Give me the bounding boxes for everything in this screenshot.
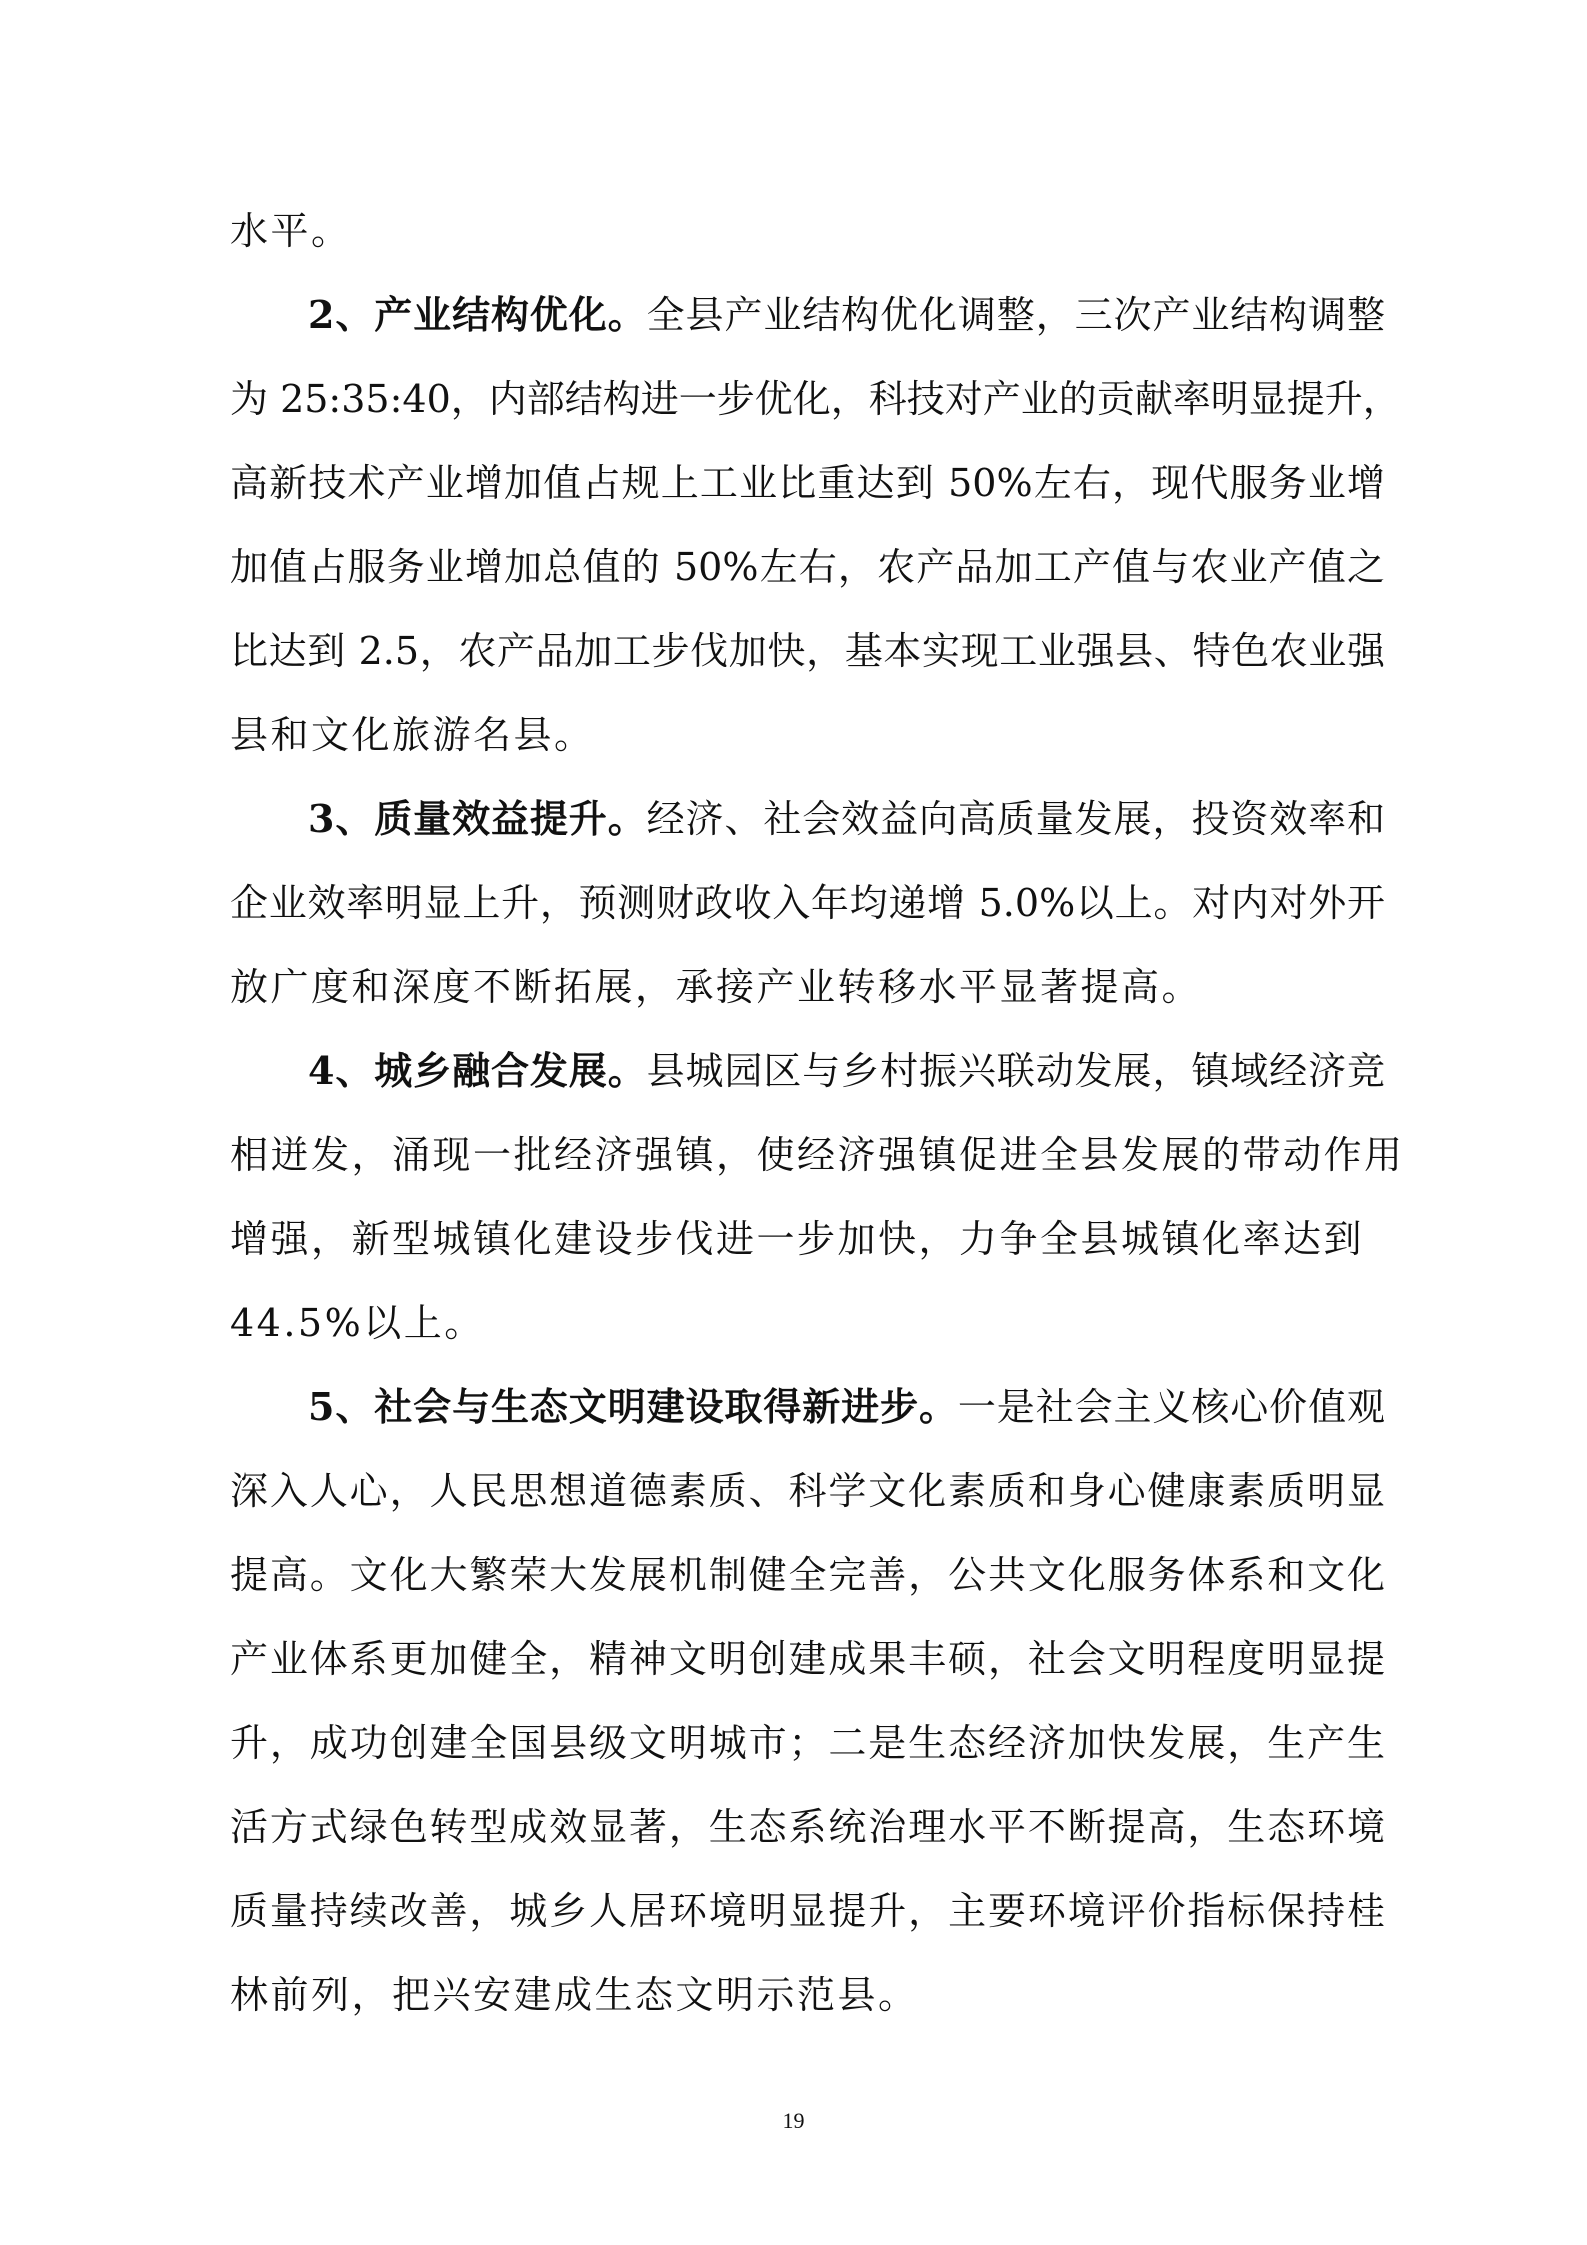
text-line	[230, 1301, 485, 1345]
text-line	[230, 1889, 1385, 1933]
line-text: 增强，新型城镇化建设步伐进一步加快，力争全县城镇化率达到	[230, 1217, 1365, 1261]
section-heading-line	[308, 292, 1385, 337]
line-text: 升，成功创建全国县级文明城市；二是生态经济加快发展，生产生	[230, 1721, 1385, 1765]
text-line	[230, 1553, 1385, 1597]
line-text: 活方式绿色转型成效显著，生态系统治理水平不断提高，生态环境	[230, 1805, 1385, 1849]
line-text: 一是社会主义核心价值观	[957, 1385, 1385, 1429]
text-line	[230, 1217, 1365, 1261]
line-text: 企业效率明显上升，预测财政收入年均递增 5.0%以上。对内对外开	[230, 881, 1385, 925]
line-text: 县城园区与乡村振兴联动发展，镇域经济竞	[646, 1049, 1385, 1093]
line-text: 水平。	[230, 209, 352, 253]
text-line	[230, 881, 1385, 925]
line-text: 质量持续改善，城乡人居环境明显提升，主要环境评价指标保持桂	[230, 1889, 1385, 1933]
line-text: 提高。文化大繁荣大发展机制健全完善，公共文化服务体系和文化	[230, 1553, 1385, 1597]
text-line	[230, 713, 595, 757]
line-text: 加值占服务业增加总值的 50%左右，农产品加工产值与农业产值之	[230, 545, 1385, 589]
line-text: 林前列，把兴安建成生态文明示范县。	[230, 1973, 919, 2017]
line-text: 为 25:35:40，内部结构进一步优化，科技对产业的贡献率明显提升，	[230, 377, 1401, 421]
text-line	[230, 461, 1385, 505]
line-text: 产业体系更加健全，精神文明创建成果丰硕，社会文明程度明显提	[230, 1637, 1385, 1681]
line-text: 经济、社会效益向高质量发展，投资效率和	[646, 797, 1385, 841]
section-heading-line	[308, 796, 1385, 841]
section-heading: 5、社会与生态文明建设取得新进步。	[308, 1384, 958, 1429]
text-line	[230, 209, 352, 253]
section-heading: 3、质量效益提升。	[308, 796, 647, 841]
section-heading: 4、城乡融合发展。	[308, 1048, 647, 1093]
text-line	[230, 1805, 1385, 1849]
section-heading-line	[308, 1048, 1385, 1093]
line-text: 县和文化旅游名县。	[230, 713, 595, 757]
line-text: 比达到 2.5，农产品加工步伐加快，基本实现工业强县、特色农业强	[230, 629, 1385, 673]
line-text: 放广度和深度不断拓展，承接产业转移水平显著提高。	[230, 965, 1203, 1009]
text-line	[230, 1721, 1385, 1765]
line-text: 44.5%以上。	[230, 1301, 485, 1345]
text-line	[230, 1133, 1405, 1177]
text-line	[230, 965, 1203, 1009]
text-line	[230, 629, 1385, 673]
line-text: 相迸发，涌现一批经济强镇，使经济强镇促进全县发展的带动作用	[230, 1133, 1405, 1177]
line-text: 高新技术产业增加值占规上工业比重达到 50%左右，现代服务业增	[230, 461, 1385, 505]
text-line	[230, 377, 1401, 421]
line-text: 全县产业结构优化调整，三次产业结构调整	[646, 293, 1385, 337]
text-line	[230, 545, 1385, 589]
section-heading-line	[308, 1384, 1385, 1429]
text-line	[230, 1469, 1385, 1513]
text-line	[230, 1973, 919, 2017]
section-heading: 2、产业结构优化。	[308, 292, 647, 337]
text-line	[230, 1637, 1385, 1681]
line-text: 深入人心，人民思想道德素质、科学文化素质和身心健康素质明显	[230, 1469, 1385, 1513]
page-number: 19	[782, 2108, 805, 2133]
